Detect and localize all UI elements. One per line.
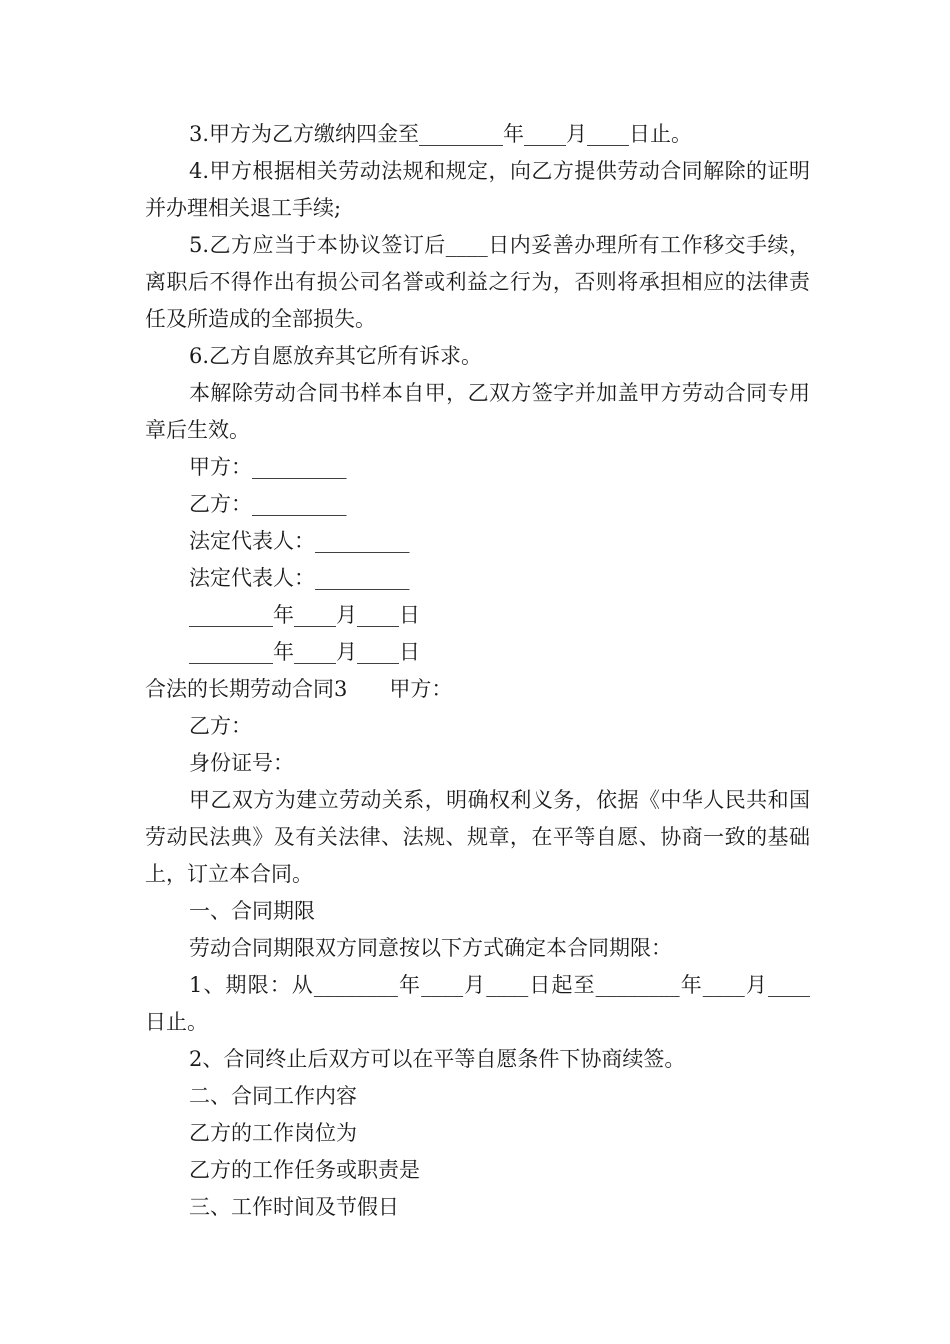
signing-date-1: ________年____月____日 [189, 603, 420, 627]
clause-5-handover: 5.乙方应当于本协议签订后____日内妥善办理所有工作移交手续，离职后不得作出有损公司名誉或利益之行为，否则将承担相应的法律责任及所造成的全部损失。 [145, 233, 810, 331]
party-b-field: 乙方： [189, 714, 252, 738]
job-position: 乙方的工作岗位为 [189, 1121, 357, 1145]
document-body [145, 116, 810, 1226]
legal-representative-2: 法定代表人：_________ [189, 566, 410, 590]
clause-6-waiver: 6.乙方自愿放弃其它所有诉求。 [189, 344, 483, 368]
effectiveness-statement: 本解除劳动合同书样本自甲，乙双方签字并加盖甲方劳动合同专用章后生效。 [145, 381, 810, 442]
signing-date-2: ________年____月____日 [189, 640, 420, 664]
clause-3-pension: 3.甲方为乙方缴纳四金至________年____月____日止。 [189, 122, 693, 146]
renewal-clause: 2、合同终止后双方可以在平等自愿条件下协商续签。 [189, 1047, 686, 1071]
section-1-title: 一、合同期限 [189, 899, 315, 923]
contract-preamble: 甲乙双方为建立劳动关系，明确权利义务，依据《中华人民共和国劳动民法典》及有关法律、法规、规章，在平等自愿、协商一致的基础上，订立本合同。 [145, 788, 810, 886]
legal-representative-1: 法定代表人：_________ [189, 529, 410, 553]
contract-3-heading: 合法的长期劳动合同3 甲方： [145, 677, 453, 701]
party-a-signature: 甲方：_________ [189, 455, 347, 479]
section-2-title: 二、合同工作内容 [189, 1084, 357, 1108]
section-3-title: 三、工作时间及节假日 [189, 1195, 399, 1219]
term-period: 1、期限：从________年____月____日起至________年____月____日止。 [145, 973, 810, 1034]
id-number-field: 身份证号： [189, 751, 294, 775]
job-duties: 乙方的工作任务或职责是 [189, 1158, 420, 1182]
clause-4-termination-proof: 4.甲方根据相关劳动法规和规定，向乙方提供劳动合同解除的证明并办理相关退工手续; [145, 159, 810, 220]
party-b-signature: 乙方：_________ [189, 492, 347, 516]
term-agreement: 劳动合同期限双方同意按以下方式确定本合同期限： [189, 936, 672, 960]
